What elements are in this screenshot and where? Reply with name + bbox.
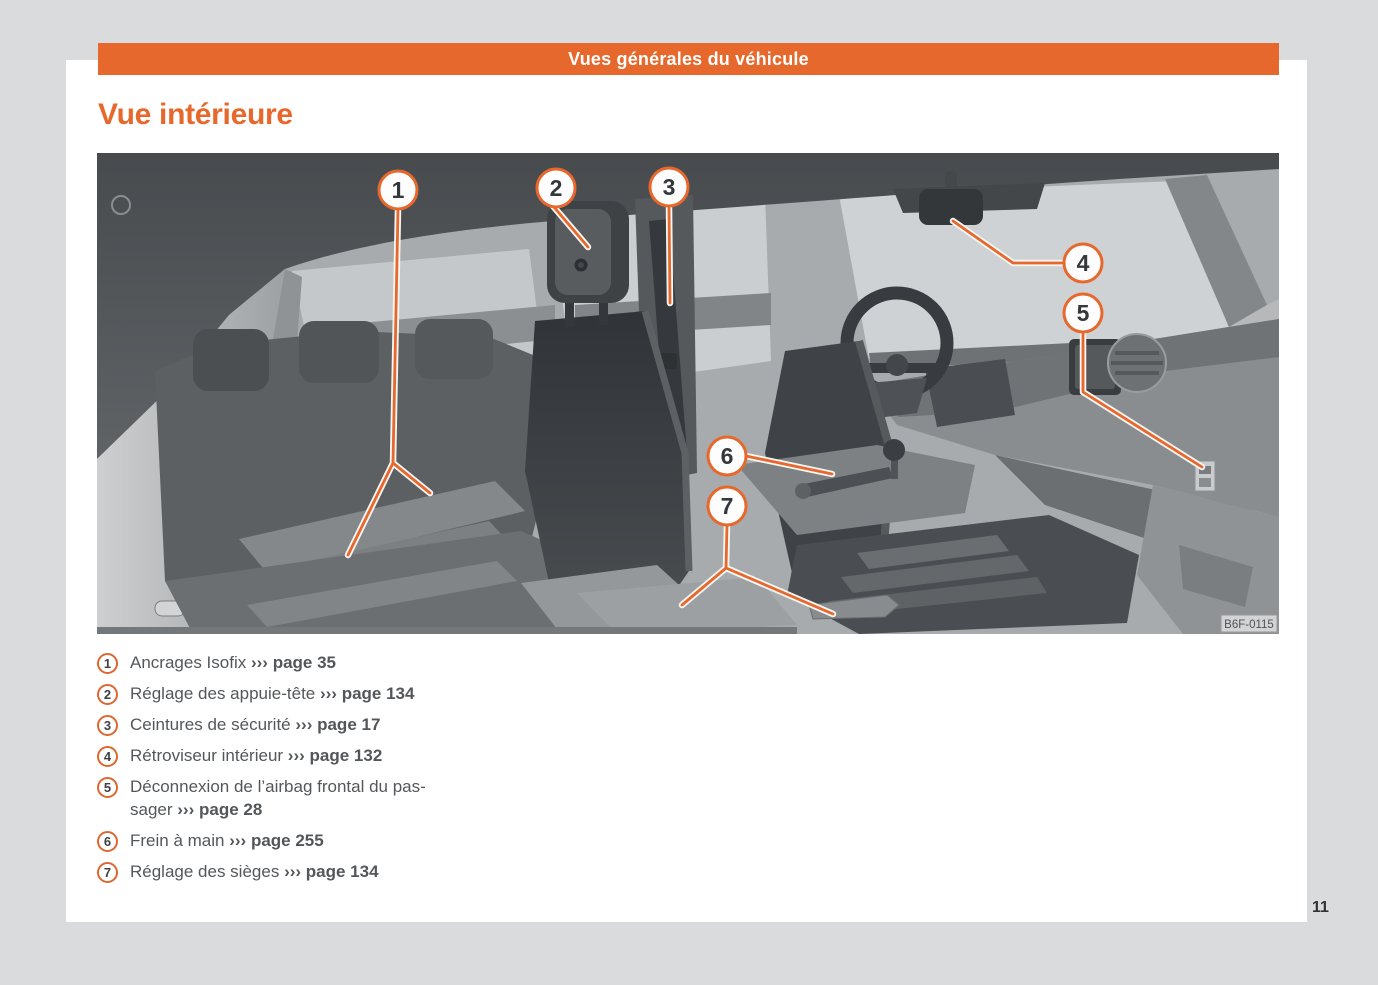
page-reference: ››› page 35 [250, 653, 336, 672]
figure-legend [97, 651, 527, 891]
reference-arrows-icon: ››› [295, 715, 313, 734]
legend-item-seat-adjust [97, 860, 527, 883]
page-reference: ››› page 134 [319, 684, 415, 703]
legend-text-3: Ceintures de sécurité ››› page 17 [130, 715, 381, 734]
page-reference: ››› page 134 [284, 862, 379, 881]
callout-1-number: 1 [391, 177, 405, 203]
callout-2-number: 2 [549, 175, 563, 201]
legend-badge-3: 3 [97, 715, 118, 736]
page-reference: ››› page 255 [229, 831, 324, 850]
reference-arrows-icon: ››› [177, 800, 195, 819]
legend-text-4: Rétroviseur intérieur ››› page 132 [130, 746, 383, 765]
interior-photo-illustration [97, 153, 1279, 634]
chapter-header-bar [98, 43, 1279, 75]
legend-item-isofix [97, 651, 527, 674]
legend-item-mirror [97, 744, 527, 767]
reference-arrows-icon: ››› [287, 746, 305, 765]
legend-item-handbrake [97, 829, 527, 852]
legend-text-7: Réglage des sièges ››› page 134 [130, 862, 379, 881]
page-reference: ››› page 17 [295, 715, 381, 734]
page-number: 11 [1312, 899, 1329, 916]
vehicle-interior-figure [97, 153, 1279, 634]
legend-badge-1: 1 [97, 653, 118, 674]
legend-text-5: Déconnexion de l’airbag frontal du passager ››› page 28 [130, 777, 426, 819]
legend-badge-7: 7 [97, 862, 118, 883]
page-reference: ››› page 132 [287, 746, 383, 765]
callout-6-number: 6 [720, 443, 734, 469]
reference-arrows-icon: ››› [284, 862, 302, 881]
section-title: Vue intérieure [98, 98, 293, 131]
legend-badge-6: 6 [97, 831, 118, 852]
reference-arrows-icon: ››› [319, 684, 337, 703]
legend-badge-5: 5 [97, 777, 118, 798]
legend-text-6: Frein à main ››› page 255 [130, 831, 324, 850]
reference-arrows-icon: ››› [250, 653, 268, 672]
legend-text-1: Ancrages Isofix ››› page 35 [130, 653, 336, 672]
callout-4-number: 4 [1076, 250, 1090, 276]
callout-7-number: 7 [720, 493, 734, 519]
legend-badge-2: 2 [97, 684, 118, 705]
figure-code-text: B6F-0115 [1224, 619, 1274, 631]
reference-arrows-icon: ››› [229, 831, 247, 850]
legend-item-headrest [97, 682, 527, 705]
page-reference: ››› page 28 [177, 800, 263, 819]
callout-3-number: 3 [662, 174, 676, 200]
figure-code-label [1221, 615, 1277, 632]
legend-item-airbag [97, 775, 527, 821]
document-page [66, 60, 1307, 922]
callout-5-number: 5 [1076, 300, 1090, 326]
legend-item-seatbelts [97, 713, 527, 736]
chapter-header-title: Vues générales du véhicule [568, 48, 809, 69]
legend-text-2: Réglage des appuie-tête ››› page 134 [130, 684, 415, 703]
legend-badge-4: 4 [97, 746, 118, 767]
